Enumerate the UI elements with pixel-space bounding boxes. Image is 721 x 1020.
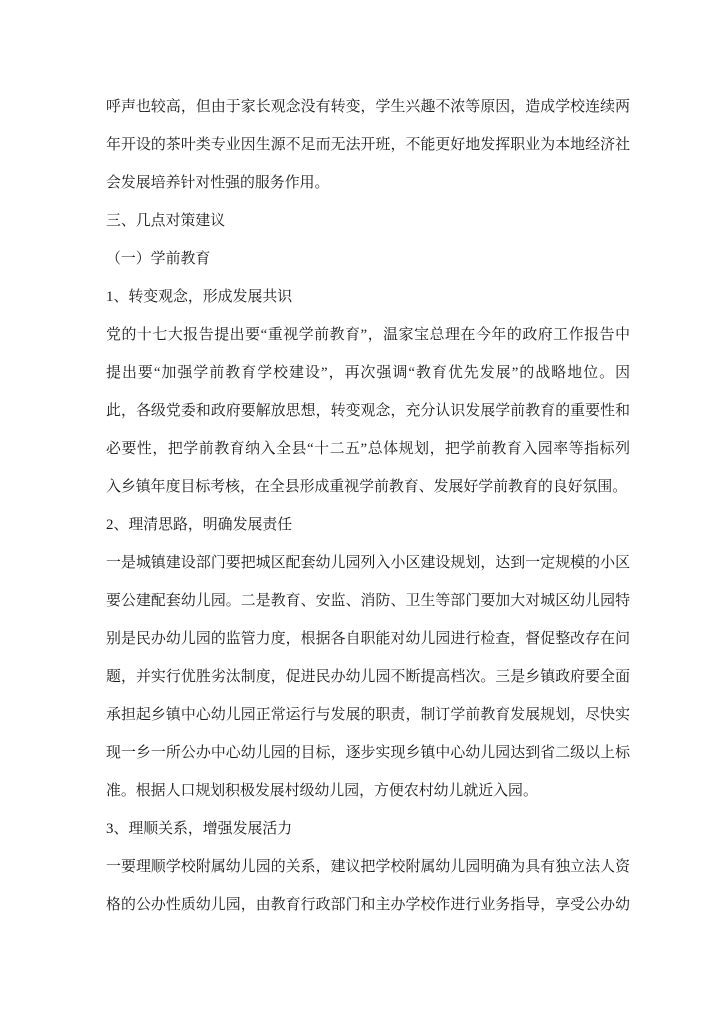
- text-block: [106, 88, 630, 924]
- body-text-line: 年开设的茶叶类专业因生源不足而无法开班，不能更好地发挥职业为本地经济社: [106, 137, 630, 153]
- body-text-line: 格的公办性质幼儿园，由教育行政部门和主办学校作进行业务指导，享受公办幼: [106, 897, 630, 913]
- heading-subsection-one: （一）学前教育: [106, 251, 211, 267]
- body-text-line: 提出要“加强学前教育学校建设”，再次强调“教育优先发展”的战略地位。因: [106, 365, 630, 381]
- body-text-line: 入乡镇年度目标考核，在全县形成重视学前教育、发展好学前教育的良好氛围。: [106, 479, 628, 495]
- body-text-line: 此，各级党委和政府要解放思想，转变观念，充分认识发展学前教育的重要性和: [106, 403, 630, 419]
- body-text-line: 题，并实行优胜劣汰制度，促进民办幼儿园不断提高档次。三是乡镇政府要全面: [106, 669, 630, 685]
- body-text-line: 别是民办幼儿园的监管力度，根据各自职能对幼儿园进行检查，督促整改存在问: [106, 631, 630, 647]
- body-text-line: 要公建配套幼儿园。二是教育、安监、消防、卫生等部门要加大对城区幼儿园特: [106, 593, 630, 609]
- body-text-line: 呼声也较高，但由于家长观念没有转变，学生兴趣不浓等原因，造成学校连续两: [106, 99, 630, 115]
- body-text-line: 党的十七大报告提出要“重视学前教育”，温家宝总理在今年的政府工作报告中: [106, 327, 630, 343]
- body-text-line: 会发展培养针对性强的服务作用。: [106, 175, 330, 191]
- body-text-line: 一是城镇建设部门要把城区配套幼儿园列入小区建设规划，达到一定规模的小区: [106, 555, 630, 571]
- heading-point-2: 2、理清思路，明确发展责任: [106, 517, 293, 533]
- body-text-line: 承担起乡镇中心幼儿园正常运行与发展的职责，制订学前教育发展规划，尽快实: [106, 707, 630, 723]
- heading-section-three: 三、几点对策建议: [106, 213, 226, 229]
- body-text-line: 一要理顺学校附属幼儿园的关系，建议把学校附属幼儿园明确为具有独立法人资: [106, 859, 630, 875]
- heading-point-1: 1、转变观念，形成发展共识: [106, 289, 293, 305]
- body-text-line: 必要性，把学前教育纳入全县“十二五”总体规划，把学前教育入园率等指标列: [106, 441, 630, 457]
- body-text-line: 现一乡一所公办中心幼儿园的目标，逐步实现乡镇中心幼儿园达到省二级以上标: [106, 745, 630, 761]
- heading-point-3: 3、理顺关系，增强发展活力: [106, 821, 293, 837]
- body-text-line: 准。根据人口规划积极发展村级幼儿园，方便农村幼儿就近入园。: [106, 783, 538, 799]
